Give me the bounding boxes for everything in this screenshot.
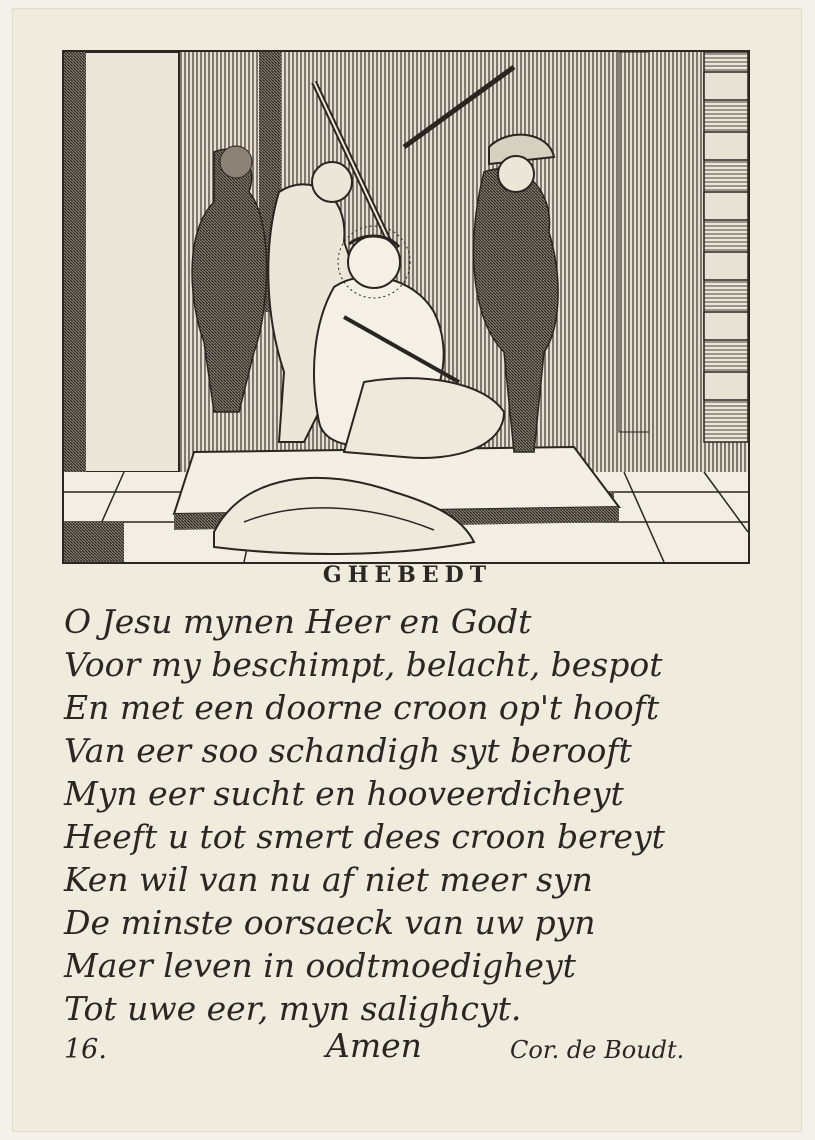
engraver-signature: Cor. de Boudt. — [510, 1036, 685, 1064]
poem-line: En met een doorne croon op't hooft — [64, 688, 660, 727]
poem-line: Van eer soo schandigh syt berooft — [64, 731, 632, 770]
poem-line: Heeft u tot smert dees croon bereyt — [64, 817, 665, 856]
print-footer — [64, 1026, 754, 1070]
poem-line: Ken wil van nu af niet meer syn — [64, 860, 593, 899]
poem-line: Tot uwe eer, myn salighcyt. — [64, 989, 522, 1028]
page-number: 16. — [64, 1034, 107, 1065]
engraving-plate — [62, 50, 750, 564]
poem-line: O Jesu mynen Heer en Godt — [64, 602, 532, 641]
prayer-heading: GHEBEDT — [322, 562, 493, 588]
amen-text: Amen — [326, 1026, 422, 1065]
crowning-with-thorns-engraving — [64, 52, 748, 562]
prayer-text — [64, 600, 764, 1030]
poem-line: Voor my beschimpt, belacht, bespot — [64, 645, 663, 684]
poem-line: Myn eer sucht en hooveerdicheyt — [64, 774, 624, 813]
poem-line: Maer leven in oodtmoedigheyt — [64, 946, 576, 985]
poem-line: De minste oorsaeck van uw pyn — [64, 903, 596, 942]
